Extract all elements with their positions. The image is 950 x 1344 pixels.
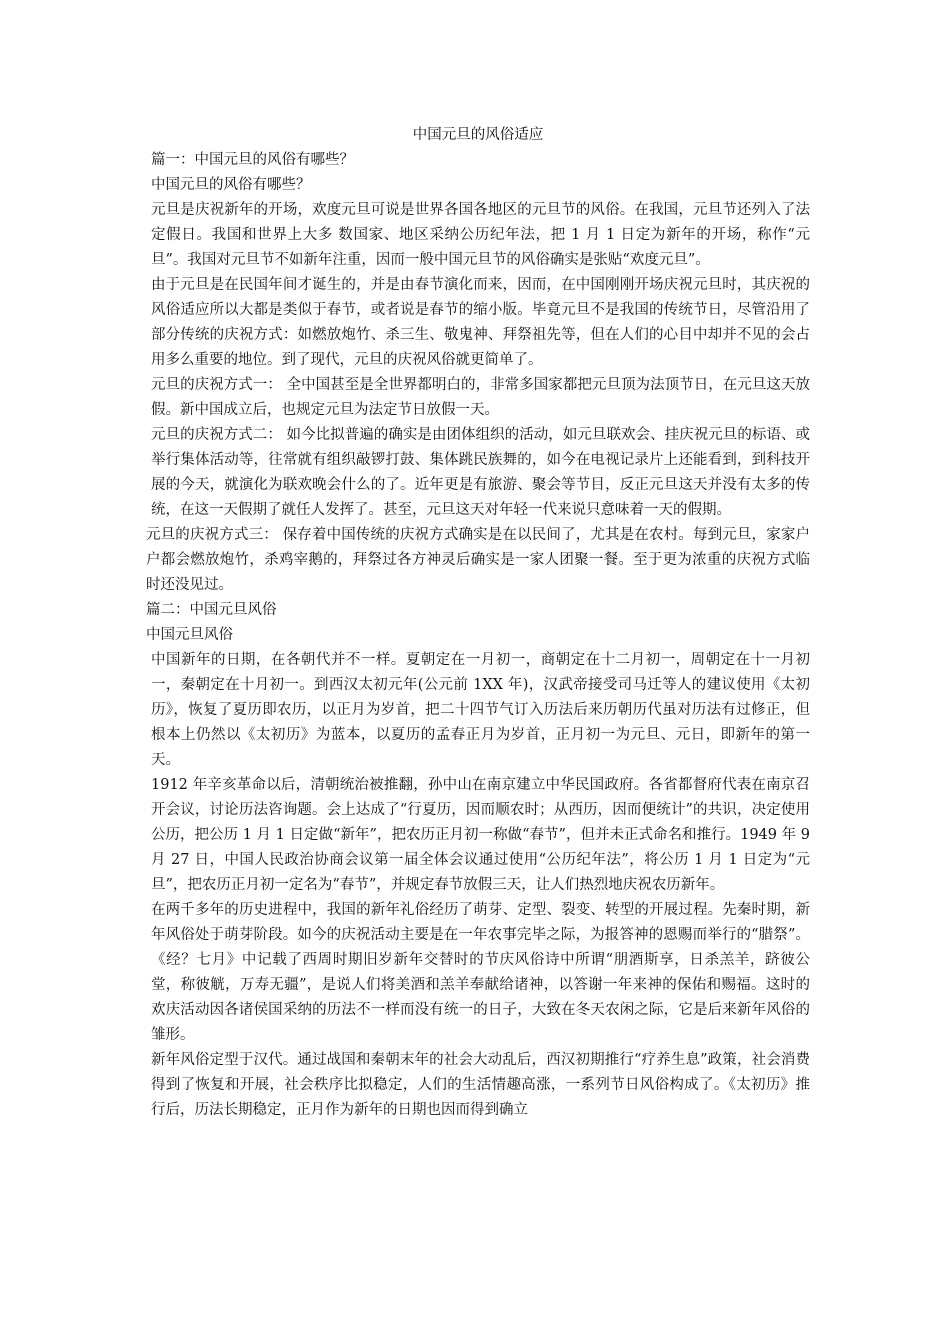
paragraph: 新年风俗定型于汉代。通过战国和秦朝末年的社会大动乱后，西汉初期推行“疗养生息”政策，社会消费得到了恢复和开展，社会秩序比拟稳定，人们的生活情趣高涨，一系列节日风俗构成了。《太初历》推行后，历法长期稳定，正月作为新年的日期也因而得到确立 [151,1052,810,1118]
document-body [146,148,810,1123]
paragraph: 1912 年辛亥革命以后，清朝统治被推翻，孙中山在南京建立中华民国政府。各省都督府代表在南京召开会议，讨论历法咨询题。会上达成了“行夏历，因而顺农时；从西历，因而便统计”的共识，决定使用公历，把公历 1 月 1 日定做“新年”，把农历正月初一称做“春节”，但并未正式命名和推行。1949 年 9 月 27 日，中国人民政治协商会议第一届全体会议通过使用“公历纪年法”，将公历 1 月 1 日定为“元旦”，把农历正月初一定名为“春节”，并规定春节放假三天，让人们热烈地庆祝农历新年。 [151,777,810,893]
document-title: 中国元旦的风俗适应 [412,127,544,143]
paragraph: 中国元旦的风俗有哪些？ [151,177,311,193]
document-page [146,123,810,1123]
paragraph: 由于元旦是在民国年间才诞生的，并是由春节演化而来，因而，在中国刚刚开场庆祝元旦时，其庆祝的风俗适应所以大都是类似于春节，或者说是春节的缩小版。毕竟元旦不是我国的传统节日，尽管沿用了部分传统的庆祝方式：如燃放炮竹、杀三生、敬鬼神、拜祭祖先等，但在人们的心目中却并不见的会占用多么重要的地位。到了现代，元旦的庆祝风俗就更简单了。 [151,277,810,368]
paragraph: 元旦是庆祝新年的开场，欢度元旦可说是世界各国各地区的元旦节的风俗。在我国，元旦节还列入了法定假日。我国和世界上大多 数国家、地区采纳公历纪年法，把 1 月 1 日定为新年的开场，称作“元旦”。我国对元旦节不如新年注重，因而一般中国元旦节的风俗确实是张贴“欢度元旦”。 [151,202,810,268]
paragraph: 篇一：中国元旦的风俗有哪些？ [151,152,354,168]
paragraph: 篇二：中国元旦风俗 [146,602,277,618]
paragraph: 元旦的庆祝方式三： 保存着中国传统的庆祝方式确实是在以民间了，尤其是在农村。每到元旦，家家户户都会燃放炮竹，杀鸡宰鹅的，拜祭过各方神灵后确实是一家人团聚一餐。至于更为浓重的庆祝方式临时还没见过。 [146,527,810,593]
paragraph: 元旦的庆祝方式二： 如今比拟普遍的确实是由团体组织的活动，如元旦联欢会、挂庆祝元旦的标语、或举行集体活动等，往常就有组织敲锣打鼓、集体跳民族舞的，如今在电视记录片上还能看到，到科技开展的今天，就演化为联欢晚会什么的了。近年更是有旅游、聚会等节目，反正元旦这天并没有太多的传统，在这一天假期了就任人发挥了。甚至，元旦这天对年轻一代来说只意味着一天的假期。 [151,427,810,518]
paragraph: 中国新年的日期，在各朝代并不一样。夏朝定在一月初一，商朝定在十二月初一，周朝定在十一月初一，秦朝定在十月初一。到西汉太初元年(公元前 1XX 年)，汉武帝接受司马迁等人的建议使用《太初历》，恢复了夏历即农历，以正月为岁首，把二十四节气订入历法后来历朝历代虽对历法有过修正，但根本上仍然以《太初历》为蓝本，以夏历的孟春正月为岁首，正月初一为元旦、元日，即新年的第一天。 [151,652,810,768]
paragraph: 在两千多年的历史进程中，我国的新年礼俗经历了萌芽、定型、裂变、转型的开展过程。先秦时期，新年风俗处于萌芽阶段。如今的庆祝活动主要是在一年农事完毕之际，为报答神的恩赐而举行的“腊祭”。《经？七月》中记载了西周时期旧岁新年交替时的节庆风俗诗中所谓“朋酒斯享，日杀羔羊，跻彼公堂，称彼觥，万寿无疆”，是说人们将美酒和羔羊奉献给诸神，以答谢一年来神的保佑和赐福。这时的欢庆活动因各诸侯国采纳的历法不一样而没有统一的日子，大致在冬天农闲之际，它是后来新年风俗的雏形。 [151,902,810,1043]
paragraph: 元旦的庆祝方式一： 全中国甚至是全世界都明白的，非常多国家都把元旦顶为法顶节日，在元旦这天放假。新中国成立后，也规定元旦为法定节日放假一天。 [151,377,810,418]
paragraph: 中国元旦风俗 [146,627,233,643]
